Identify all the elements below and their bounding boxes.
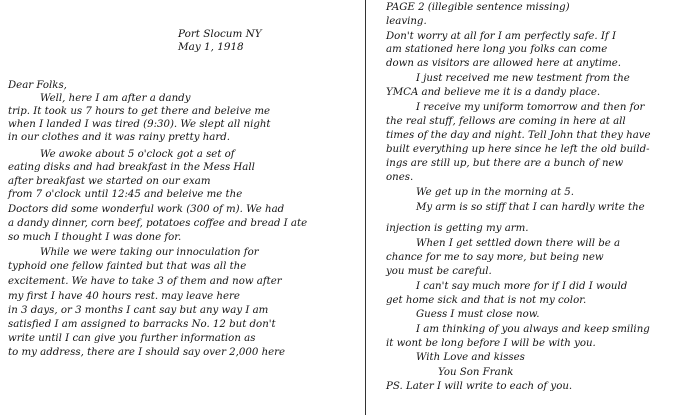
text-line: down as visitors are allowed here at anytime. — [386, 58, 622, 69]
text-line: My arm is so stiff that I can hardly write the — [416, 202, 645, 213]
text-line: Don't worry at all for I am perfectly safe. If I — [386, 31, 616, 42]
text-line: I receive my uniform tomorrow and then for — [416, 102, 645, 113]
text-line: While we were taking our innoculation for — [40, 247, 259, 258]
text-line: a dandy dinner, corn beef, potatoes coffee and bread I ate — [8, 218, 308, 229]
text-line: in 3 days, or 3 months I cant say but any way I am — [8, 305, 269, 316]
text-line: after breakfast we started on our exam — [8, 176, 211, 187]
signature: You Son Frank — [438, 367, 514, 378]
text-line: times of the day and night. Tell John that they have — [386, 130, 651, 141]
text-line: typhoid one fellow fainted but that was all the — [8, 261, 247, 272]
text-line: I am thinking of you always and keep smiling — [416, 324, 650, 335]
text-line: Doctors did some wonderful work (300 of m). We had — [8, 204, 285, 215]
text-line: When I get settled down there will be a — [416, 238, 621, 249]
text-line: leaving. — [386, 16, 427, 27]
salutation: Dear Folks, — [8, 80, 67, 91]
text-line: We get up in the morning at 5. — [416, 187, 575, 198]
text-line: eating disks and had breakfast in the Mess Hall — [8, 162, 255, 173]
text-line: you must be careful. — [386, 266, 492, 277]
text-line: so much I thought I was done for. — [8, 232, 182, 243]
text-line: Guess I must close now. — [416, 309, 540, 320]
letter-page-2 — [366, 0, 700, 415]
text-line: it wont be long before I will be with you. — [386, 338, 596, 349]
text-line: ones. — [386, 172, 414, 183]
text-line: injection is getting my arm. — [386, 223, 529, 234]
text-line: am stationed here long you folks can come — [386, 44, 608, 55]
letter-date: May 1, 1918 — [178, 41, 244, 53]
text-line: get home sick and that is not my color. — [386, 295, 587, 306]
text-line: when I landed I was tired (9:30). We slept all night — [8, 119, 271, 130]
text-line: excitement. We have to take 3 of them and now after — [8, 276, 282, 287]
text-line: ings are still up, but there are a bunch of new — [386, 158, 624, 169]
postscript: PS. Later I will write to each of you. — [386, 381, 573, 392]
text-line: We awoke about 5 o'clock got a set of — [40, 149, 235, 160]
text-line: I just received me new testment from the — [416, 73, 630, 84]
page-2-heading: PAGE 2 (illegible sentence missing) — [386, 2, 570, 13]
text-line: Well, here I am after a dandy — [40, 93, 191, 104]
letter-place: Port Slocum NY — [178, 28, 262, 40]
text-line: from 7 o'clock until 12:45 and beleive me the — [8, 189, 243, 200]
text-line: to my address, there are I should say over 2,000 here — [8, 347, 286, 358]
text-line: I can't say much more for if I did I would — [416, 281, 628, 292]
text-line: satisfied I am assigned to barracks No. 12 but don't — [8, 319, 276, 330]
text-line: write until I can give you further information as — [8, 333, 256, 344]
text-line: trip. It took us 7 hours to get there and beleive me — [8, 106, 271, 117]
text-line: built everything up here since he left the old build- — [386, 144, 650, 155]
text-line: the real stuff, fellows are coming in here at all — [386, 116, 626, 127]
text-line: YMCA and believe me it is a dandy place. — [386, 87, 601, 98]
text-line: my first I have 40 hours rest. may leave here — [8, 291, 240, 302]
text-line: chance for me to say more, but being new — [386, 252, 604, 263]
text-line: in our clothes and it was rainy pretty hard. — [8, 132, 230, 143]
closing: With Love and kisses — [416, 352, 525, 363]
